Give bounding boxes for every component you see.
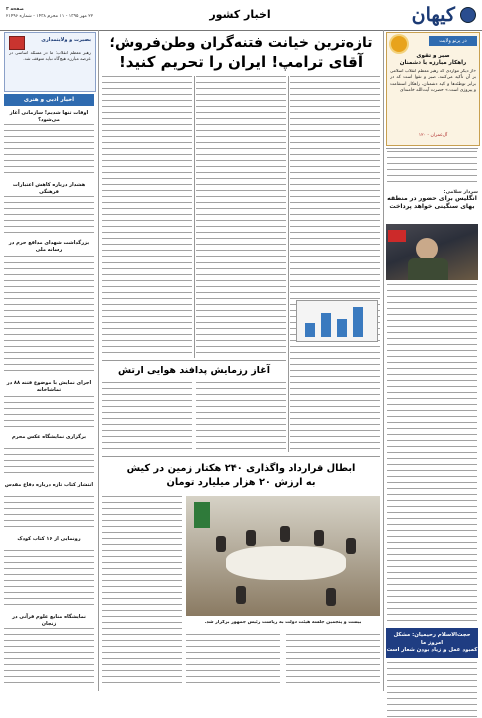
- issue-date: ۲۲ مهر ۱۳۹۵ - ۱۱ محرم ۱۴۳۸ - شماره ۲۱۴۹۶: [6, 14, 94, 19]
- article-text: [290, 76, 380, 452]
- article-text: [102, 382, 192, 454]
- article-text: [196, 382, 286, 454]
- article-text: [4, 396, 94, 430]
- news-item-title: هشدار درباره کاهش اعتبارات فرهنگی: [12, 182, 86, 195]
- news-item-title: اوقات تنها‌ شدیم! سازمانی آغاز می‌شود؟: [9, 110, 89, 123]
- insight-box: [4, 32, 96, 92]
- section-title: اخبار کشور: [209, 8, 271, 21]
- article-text: [4, 496, 94, 532]
- article-text: [4, 448, 94, 478]
- logo-globe-icon: [460, 7, 476, 23]
- news-list: [4, 110, 94, 690]
- news-item-title: انتشار کتاب تازه درباره دفاع مقدس: [4, 482, 94, 488]
- photo-caption: بیست و پنجمین جلسه هیئت دولت به ریاست رئیس جمهور برگزار شد.: [204, 620, 362, 625]
- article-text: [102, 76, 192, 358]
- article-text: [4, 628, 94, 686]
- article-2-headline: آغاز رزمایش پدافند هوایی ارتش: [118, 365, 270, 376]
- headline: انگلیس برای حضور در منطقه بهای سنگینی خواهد پرداخت: [387, 195, 477, 210]
- right-column: [384, 30, 482, 691]
- newspaper-logo: [382, 4, 476, 26]
- box-body: رهبر معظم انقلاب: ما در مسئله اساسی در عرصه مبارزه هیچ‌گاه نباید متوقف شد.: [9, 51, 91, 62]
- article-text: [4, 256, 94, 376]
- book-icon: [9, 36, 25, 50]
- box-title: بصیرت و ولایتمداری: [41, 37, 91, 43]
- inset-graphic: [296, 300, 378, 342]
- headline: حجت‌الاسلام رحیمیان: مشکل امروز ما کمبود عمل و زیاد بودن شعار است: [386, 632, 478, 653]
- article-text: [286, 634, 380, 688]
- article-text: [196, 76, 286, 358]
- quote-title: صبر و تقوی راهکار مبارزه با دشمنان: [399, 53, 467, 66]
- article-text: [186, 634, 280, 688]
- article-text: [387, 284, 477, 624]
- logo-text: کیهان: [411, 4, 455, 26]
- news-item-title: اجرای نمایش با موضوع فتنه ۸۸ در تماشاخانه: [6, 380, 92, 393]
- cabinet-meeting-photo: [186, 496, 380, 616]
- news-header: اخبار ادبی و هنری: [4, 94, 94, 106]
- rahimian-headline-box: [386, 628, 478, 658]
- news-item-title: برگزاری نمایشگاه عکس محرم: [11, 434, 87, 440]
- masthead: [0, 0, 482, 31]
- salami-headline-block: [386, 190, 478, 222]
- sun-icon: [391, 36, 407, 52]
- news-item-title: رونمایی از ۱۶ کتاب کودک: [17, 536, 81, 542]
- article-text: [4, 124, 94, 178]
- main-headline-1: تازه‌ترین خیانت فتنه‌گران وطن‌فروش؛: [109, 35, 373, 51]
- main-headline-2: آقای ترامپ! ایران را تحریم کنید!: [118, 53, 364, 71]
- article-text: [102, 496, 182, 686]
- news-item-title: بزرگداشت شهدای مدافع حرم در رسانه ملی: [8, 240, 90, 253]
- article-text: [387, 662, 477, 718]
- left-column: [0, 30, 98, 691]
- headline-kicker: سردار سلامی:: [443, 190, 478, 195]
- salami-photo: [386, 224, 478, 280]
- news-item-title: نمایشگاه منابع علوم قرآنی در زنجان: [12, 614, 86, 627]
- page-info: [6, 6, 96, 20]
- article-text: [4, 196, 94, 236]
- article-text: [4, 550, 94, 610]
- article-3-headline-2: به ارزش ۲۰ هزار میلیارد تومان: [166, 477, 316, 488]
- main-area: [100, 30, 382, 691]
- article-text: [387, 151, 477, 187]
- article-3-headline-1: ابطال قرارداد واگذاری ۲۴۰ هکتار زمین در کیش: [126, 463, 356, 474]
- quote-badge: در پرتو ولایت: [429, 36, 477, 46]
- quote-body: «از دیگر مواردی که رهبر معظم انقلاب اسلامی بر آن تأکید می‌کنند، صبر و تقوا است که در برابر توطئه‌ها و کید دشمنان، راهکار استقامت و پیروزی است.» حضرت آیت‌الله خامنه‌ای: [390, 69, 476, 93]
- page-number: صفحه ۳: [6, 7, 24, 12]
- quote-date: آل‌عمران - ۱۲۰: [418, 133, 448, 138]
- quote-box: [386, 32, 480, 146]
